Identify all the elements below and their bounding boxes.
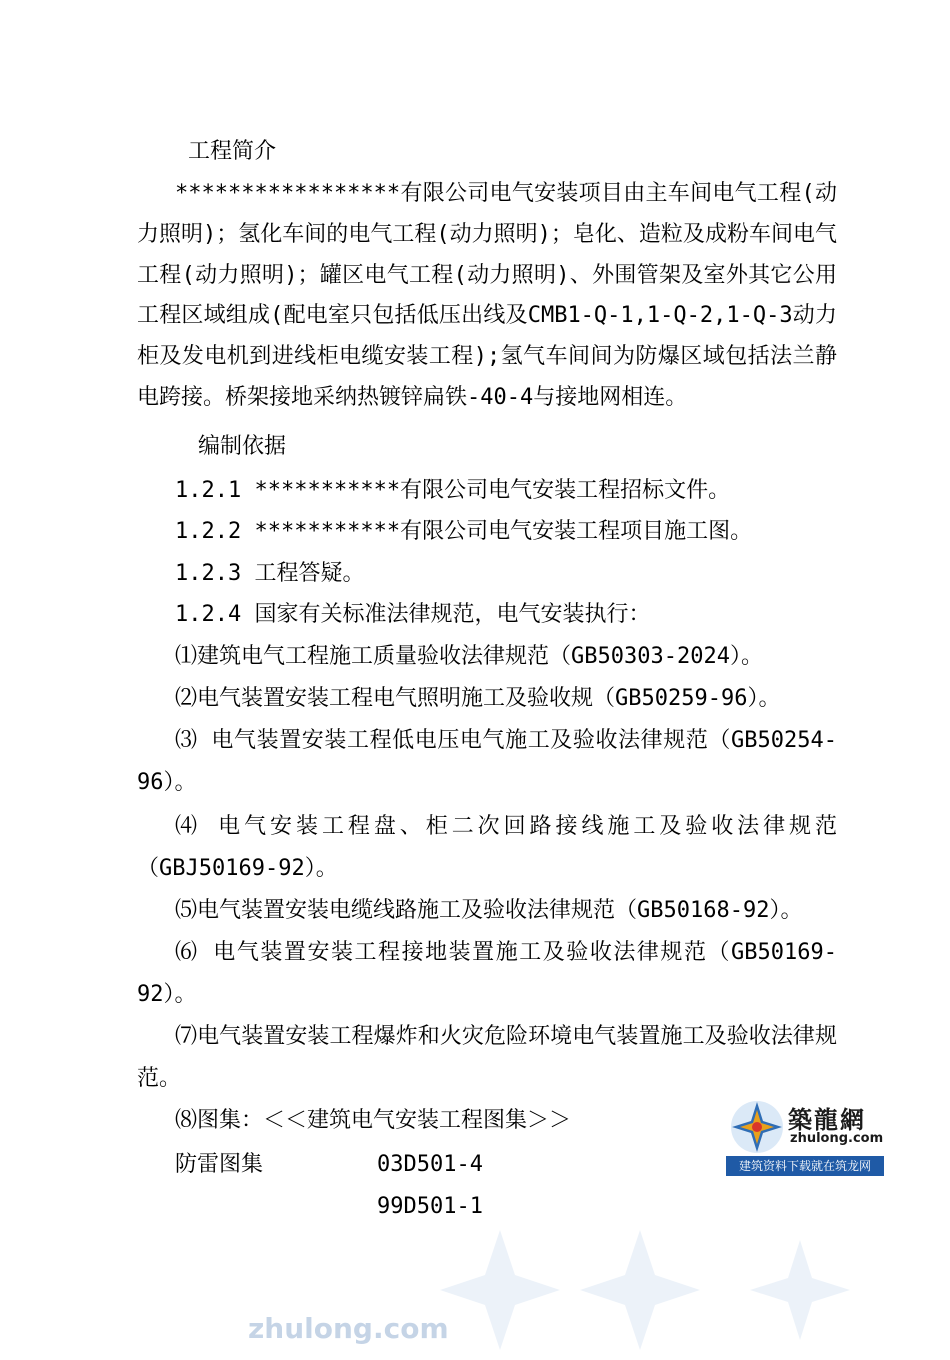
standard-item: ⑺电气装置安装工程爆炸和火灾危险环境电气装置施工及验收法律规范。 — [137, 1024, 837, 1091]
logo-slogan: 建筑资料下载就在筑龙网 — [726, 1156, 884, 1176]
zhulong-logo — [726, 1098, 884, 1176]
standard-item: ⑴建筑电气工程施工质量验收法律规范（GB50303-2024）。 — [175, 644, 763, 669]
zhulong-emblem-icon — [728, 1098, 786, 1156]
logo-name-cn: 築龍網 — [788, 1105, 866, 1134]
reference-item: 1.2.2 ***********有限公司电气安装工程项目施工图。 — [175, 519, 753, 544]
watermark-emblem-icon — [420, 1220, 940, 1360]
standard-item: ⑻图集：＜＜建筑电气安装工程图集＞＞ — [175, 1108, 572, 1133]
atlas-label: 防雷图集 — [175, 1152, 264, 1177]
reference-item: 1.2.1 ***********有限公司电气安装工程招标文件。 — [175, 478, 731, 503]
standard-item: ⑸电气装置安装电缆线路施工及验收法律规范（GB50168-92）。 — [175, 898, 803, 923]
overview-paragraph: *****************有限公司电气安装项目由主车间电气工程(动力照明)；氢化车间的电气工程(动力照明)；皂化、造粒及成粉车间电气工程(动力照明)；罐区电气工程(动力照明)、外围管架及室外其它公用工程区域组成(配电室只包括低压出线及CMB1-Q-1,1-Q-2,1-Q-3动力柜及发电机到进线柜电缆安装工程);氢气车间间为防爆区域包括法兰静电跨接。桥架接地采纳热镀锌扁铁-40-4与接地网相连。 — [137, 181, 837, 410]
reference-item: 1.2.3 工程答疑。 — [175, 561, 365, 586]
watermark-text: zhulong.com — [248, 1312, 449, 1345]
logo-name-en: zhulong.com — [790, 1131, 884, 1146]
section-heading-basis: 编制依据 — [198, 434, 287, 459]
standard-item: ⑹ 电气装置安装工程接地装置施工及验收法律规范（GB50169-92）。 — [137, 940, 837, 1007]
reference-item: 1.2.4 国家有关标准法律规范，电气安装执行： — [175, 602, 651, 627]
atlas-code: 99D501-1 — [377, 1194, 483, 1219]
standard-item: ⑵电气装置安装工程电气照明施工及验收规（GB50259-96）。 — [175, 686, 781, 711]
standard-item: ⑶ 电气装置安装工程低电压电气施工及验收法律规范（GB50254-96）。 — [137, 728, 837, 795]
standard-item: ⑷ 电气安装工程盘、柜二次回路接线施工及验收法律规范（GBJ50169-92）。 — [137, 814, 837, 881]
section-heading-overview: 工程简介 — [188, 139, 277, 164]
atlas-code: 03D501-4 — [377, 1152, 483, 1177]
